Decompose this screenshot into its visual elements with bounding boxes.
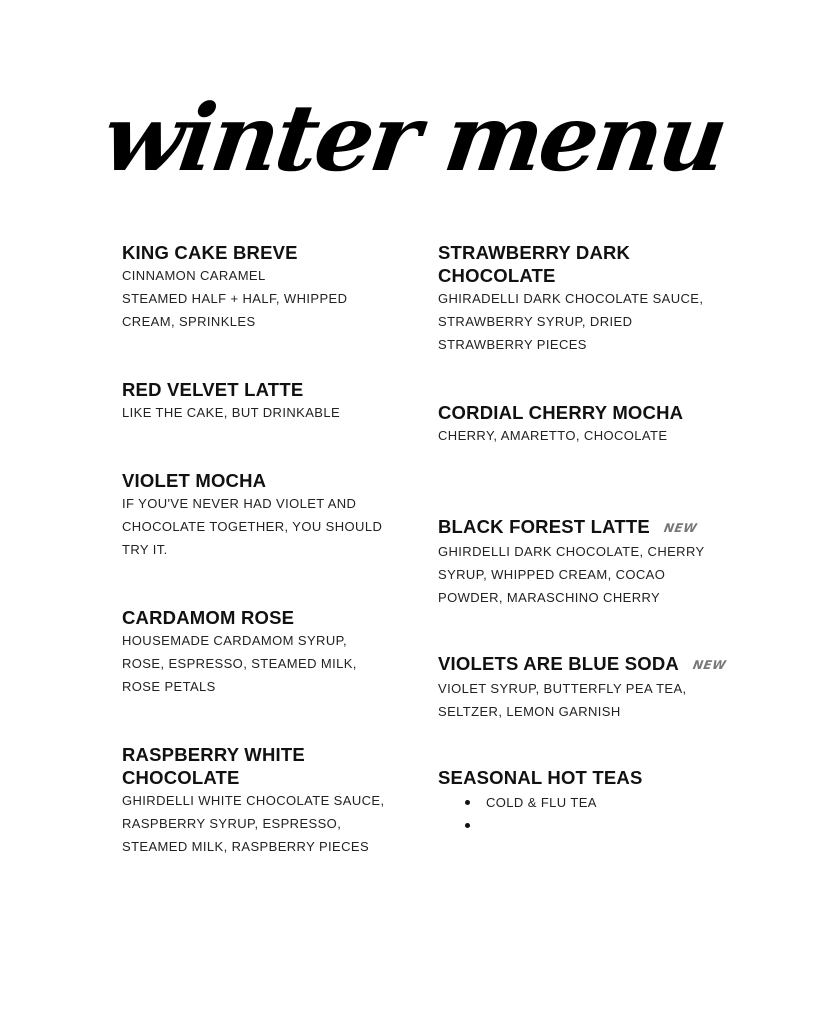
tea-list-item: COLD & FLU TEA: [486, 791, 728, 814]
menu-item-cordial-cherry-mocha: [438, 401, 728, 447]
item-description: GHIRDELLI DARK CHOCOLATE, CHERRY SYRUP, WHIPPED CREAM, COCAO POWDER, MARASCHINO CHERRY: [438, 544, 705, 605]
item-name: KING CAKE BREVE: [122, 242, 298, 263]
item-description: CHERRY, AMARETTO, CHOCOLATE: [438, 428, 668, 443]
item-name: STRAWBERRY DARK CHOCOLATE: [438, 242, 631, 286]
item-name: CARDAMOM ROSE: [122, 607, 295, 628]
menu-item-seasonal-hot-teas: [438, 766, 728, 837]
item-name-row: [438, 652, 728, 677]
menu-item-black-forest-latte: [438, 515, 728, 609]
menu-item-violet-mocha: [122, 469, 402, 561]
item-name: RED VELVET LATTE: [122, 379, 304, 400]
item-description: IF YOU'VE NEVER HAD VIOLET AND CHOCOLATE TOGETHER, YOU SHOULD TRY IT.: [122, 496, 383, 557]
item-name-row: [438, 515, 728, 540]
menu-item-strawberry-dark-chocolate: [438, 241, 728, 356]
item-description: HOUSEMADE CARDAMOM SYRUP, ROSE, ESPRESSO, STEAMED MILK, ROSE PETALS: [122, 633, 357, 694]
menu-item-raspberry-white-chocolate: [122, 743, 402, 858]
menu-item-cardamom-rose: [122, 606, 402, 698]
item-name: VIOLET MOCHA: [122, 470, 267, 491]
new-badge: NEW: [691, 658, 728, 672]
item-description: LIKE THE CAKE, BUT DRINKABLE: [122, 405, 341, 420]
menu-item-violets-are-blue-soda: [438, 652, 728, 723]
tea-list: [438, 791, 728, 837]
item-name: RASPBERRY WHITE CHOCOLATE: [122, 744, 305, 788]
item-name: BLACK FOREST LATTE: [438, 516, 650, 537]
tea-list-item: [486, 814, 728, 837]
menu-item-king-cake-breve: [122, 241, 402, 333]
menu-title: winter menu: [96, 84, 732, 192]
new-badge: NEW: [662, 521, 699, 535]
item-description: CINNAMON CARAMEL STEAMED HALF + HALF, WHIPPED CREAM, SPRINKLES: [122, 268, 348, 329]
menu-item-red-velvet-latte: [122, 378, 402, 424]
item-description: GHIRDELLI WHITE CHOCOLATE SAUCE, RASPBERRY SYRUP, ESPRESSO, STEAMED MILK, RASPBERRY PIECES: [122, 793, 385, 854]
item-description: VIOLET SYRUP, BUTTERFLY PEA TEA, SELTZER, LEMON GARNISH: [438, 681, 687, 719]
item-name: CORDIAL CHERRY MOCHA: [438, 402, 684, 423]
item-name: SEASONAL HOT TEAS: [438, 767, 643, 788]
item-description: GHIRADELLI DARK CHOCOLATE SAUCE, STRAWBERRY SYRUP, DRIED STRAWBERRY PIECES: [438, 291, 704, 352]
item-name: VIOLETS ARE BLUE SODA: [438, 653, 679, 674]
